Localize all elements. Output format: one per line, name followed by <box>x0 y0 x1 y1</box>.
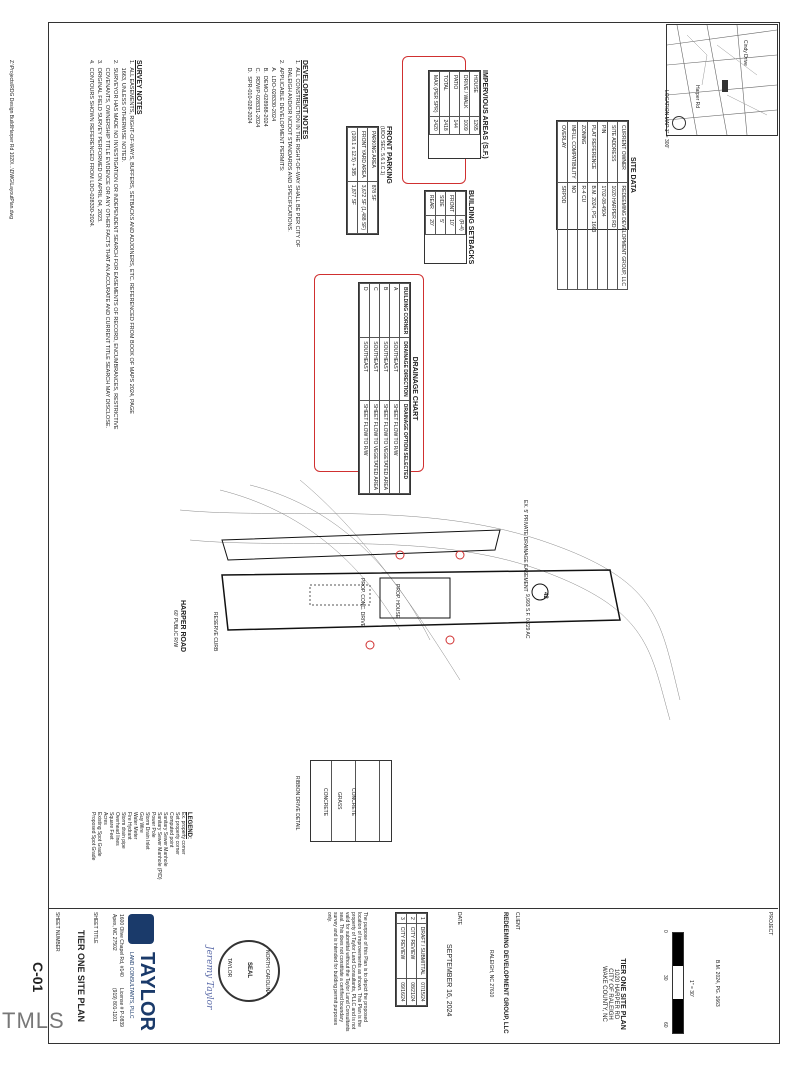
legend-item: Computed point <box>168 812 174 848</box>
date-label: DATE <box>456 912 462 925</box>
impervious-table <box>428 70 488 159</box>
drainage-grid <box>358 282 411 495</box>
revision-row <box>397 914 407 1006</box>
firm-address1: 1600 Olive Chapel Rd, #140 <box>118 914 124 977</box>
legend-item: Storm Drain Inlet <box>144 812 150 850</box>
scale-text: 1" = 30' <box>688 980 694 997</box>
legend-item: Water Meter <box>132 812 138 840</box>
revision-cell: 2 <box>407 914 417 924</box>
drainage-cell: SHEET FLOW TO R/W <box>360 400 370 493</box>
road-name: HARPER ROAD <box>179 600 186 653</box>
impervious-row <box>470 72 480 135</box>
legend <box>90 812 192 880</box>
lot-number: 42 <box>542 592 548 599</box>
scale-tick-0: 0 <box>662 930 668 933</box>
impervious-cell: 2420 <box>430 116 440 134</box>
development-note: A. LDO-028330-2024 <box>270 60 276 122</box>
seal-top: NORTH CAROLINA <box>264 950 270 995</box>
legend-item: Fire Hydrant <box>126 812 132 840</box>
site-data-cell: B.M. 2024, PG. 1663 <box>588 182 598 289</box>
site-data-row <box>568 122 578 290</box>
drainage-cell: SOUTHEAST <box>360 338 370 401</box>
site-data-title: SITE DATA <box>629 157 636 193</box>
survey-notes-list <box>87 60 135 429</box>
drainage-header: DRAINAGE DIRECTION <box>400 338 410 401</box>
setbacks-cell: REAR <box>426 192 436 216</box>
revision-cell: DRAFT / SUBMITTAL <box>417 923 427 978</box>
legend-item: Sanitary Sewer Manhole <box>162 812 168 867</box>
project-label: PROJECT <box>767 912 773 936</box>
drainage-cell: B <box>380 284 390 338</box>
client-address: RALEIGH, NC 27610 <box>488 950 494 998</box>
drainage-title: DRAINAGE CHART <box>411 356 418 421</box>
revision-cell: 07/15/24 <box>417 979 427 1005</box>
site-data-cell: INFILL COMPATIBILITY <box>568 122 578 183</box>
ribbon-concrete-2: CONCRETE <box>322 788 328 817</box>
site-data-cell: SRPOD <box>558 182 568 289</box>
front-parking-row <box>358 128 368 234</box>
title-block <box>767 912 773 1032</box>
drainage-cell: SHEET FLOW TO VEGETATED AREA <box>370 400 380 493</box>
site-data-row <box>598 122 608 290</box>
drainage-row <box>380 284 390 494</box>
seal-bottom: TAYLOR <box>226 958 232 978</box>
plan-date: SEPTEMBER 16, 2024 <box>445 944 452 1017</box>
legend-item: Power Pole <box>150 812 156 838</box>
survey-notes <box>87 60 142 429</box>
front-parking-cell: (108.1 x 12.5) + 385 <box>348 128 358 182</box>
site-data-row <box>578 122 588 290</box>
impervious-cell: 144 <box>450 116 460 134</box>
revision-row <box>417 914 427 1006</box>
firm-phone: (919) 801-1101 <box>111 988 117 1022</box>
map-street-label: Cindy Drive <box>742 40 748 66</box>
development-notes-title: DEVELOPMENT NOTES <box>301 60 308 140</box>
signature: Jeremy Taylor <box>204 946 214 1010</box>
file-path-note: Z:\Projects\RDG Design Build\Harper Rd 1020\...\DWG\LayoutPlan.dwg <box>8 60 14 219</box>
watermark: TMLS <box>2 1008 65 1033</box>
front-parking-row <box>368 128 378 234</box>
firm-address2: Apex, NC 27502 <box>111 914 117 951</box>
setbacks-row <box>426 192 436 235</box>
setbacks-row <box>446 192 456 235</box>
legend-item: Storm drain pipe <box>120 812 126 849</box>
proposed-house <box>380 578 450 618</box>
development-note: 2. APPLICABLE DEVELOPMENT PERMITS: <box>278 60 284 172</box>
firm-license: License # P-0839 <box>118 988 124 1027</box>
impervious-title: IMPERVIOUS AREAS (S.F.) <box>481 70 488 159</box>
front-parking-cell: 1,877 SF <box>348 181 358 233</box>
project-name: TIER ONE SITE PLAN <box>619 958 626 1030</box>
setbacks-table <box>424 190 474 264</box>
legend-list <box>90 812 186 880</box>
site-data-cell: R-4 CU <box>578 182 588 289</box>
drive-label: PROP. CONC. DRIVE <box>359 578 365 628</box>
setbacks-row <box>436 192 446 235</box>
drainage-cell: A <box>390 284 400 338</box>
survey-note: 4. CONTOURS SHOWN REFERENCED FROM LDO-028330-2024. <box>88 60 94 228</box>
development-note: 1. ALL CONSTRUCTION IN THE RIGHT-OF-WAY SHALL BE PER CITY OF <box>294 60 300 248</box>
setbacks-grid <box>424 190 467 264</box>
front-parking-table <box>346 126 392 235</box>
setbacks-row <box>456 192 466 235</box>
house-label: PROP. HOUSE <box>394 584 400 619</box>
revision-table <box>395 912 428 1007</box>
revision-cell: 09/16/24 <box>397 979 407 1005</box>
impervious-row <box>430 72 440 135</box>
drainage-header: BUILDING CORNER <box>400 284 410 338</box>
revision-cell: CITY REVIEW <box>397 923 407 978</box>
legend-item: Square Feet <box>108 812 114 840</box>
firm-logo: TAYLOR <box>136 952 158 1031</box>
drainage-row <box>370 284 380 494</box>
development-note: D. SPR-010-028-2024 <box>246 60 252 124</box>
map-street-label-2: Harper Rd <box>694 85 700 109</box>
survey-note: 3. ORIGINAL FIELD SURVEY PERFORMED ON APRIL 04, 2023. <box>96 60 102 223</box>
project-address: 1020 HARPER RD <box>613 968 619 1020</box>
impervious-row <box>460 72 470 135</box>
lot-area: 9,993 S.F. 0.229 AC <box>524 594 530 639</box>
sheet-number-label: SHEET NUMBER <box>54 912 60 952</box>
scale-bar <box>672 932 684 1034</box>
revision-row <box>407 914 417 1006</box>
front-parking-cell: 878 SF <box>368 181 378 233</box>
revision-cell: 1 <box>417 914 427 924</box>
seal-mid: SEAL <box>246 962 252 979</box>
drainage-cell: C <box>370 284 380 338</box>
setbacks-cell: FRONT <box>446 192 456 216</box>
site-data-cell: PIN <box>598 122 608 183</box>
drainage-cell: SOUTHEAST <box>390 338 400 401</box>
setbacks-cell <box>456 192 466 216</box>
site-data-cell: SITE ADDRESS <box>608 122 618 183</box>
ribbon-title: RIBBON DRIVE DETAIL <box>294 776 300 831</box>
front-parking-title: FRONT PARKING <box>385 126 392 184</box>
impervious-cell: 1265 <box>470 116 480 134</box>
site-data-cell: CURRENT OWNER <box>618 122 628 183</box>
drainage-chart <box>358 282 418 495</box>
revision-grid <box>395 912 428 1007</box>
development-note: RALEIGH AND/OR NCDOT STANDARDS AND SPECIFICATIONS. <box>286 60 292 232</box>
drainage-cell: SOUTHEAST <box>380 338 390 401</box>
setbacks-cell: 20' <box>426 216 436 234</box>
client-name: REDEEMING DEVELOPMENT GROUP, LLC <box>502 912 508 1034</box>
drainage-row <box>390 284 400 494</box>
site-data-row <box>558 122 568 290</box>
sheet-title: TIER ONE SITE PLAN <box>76 930 86 1023</box>
setbacks-cell: 10' <box>446 216 456 234</box>
location-map-label: LOCATION MAP 1" = 300' <box>663 90 669 149</box>
front-parking-cell: 3,672 SF (1,488 SF) <box>358 181 368 233</box>
legend-item: Sanitary Sewer Manhole (P/D) <box>156 812 162 880</box>
north-arrow-icon <box>672 116 686 130</box>
site-data-cell: OVERLAY <box>558 122 568 183</box>
impervious-cell: MAX (PER SPR) <box>430 72 440 117</box>
sheet-number: C-01 <box>30 962 46 993</box>
site-data-cell: PLAT REFERENCE <box>588 122 598 183</box>
setbacks-title: BUILDING SETBACKS <box>467 190 474 265</box>
scale-tick-30: 30 <box>662 975 668 981</box>
site-data-cell: ZONING <box>578 122 588 183</box>
scale-tick-60: 60 <box>662 1022 668 1028</box>
curb-label: RESERVE CURB <box>212 612 218 652</box>
firm-logo-icon <box>128 914 154 944</box>
legend-item: Guy Wire <box>138 812 144 833</box>
impervious-cell: DRIVE / WALK <box>460 72 470 117</box>
survey-note: 2. SURVEYOR HAS MADE NO INVESTIGATION OR INDEPENDENT SEARCH FOR EASEMENTS OF RECORD, ENCUMBRANCES, RESTRICTIVE <box>112 60 118 430</box>
front-parking-grid <box>346 126 379 235</box>
legend-item: Set property corner <box>174 812 180 855</box>
project-city: CITY OF RALEIGH <box>607 968 613 1020</box>
impervious-cell: TOTAL <box>440 72 450 117</box>
legend-item: Ex. property corner <box>180 812 186 855</box>
drainage-cell: SHEET FLOW TO R/W <box>390 400 400 493</box>
development-note: B. DEMO-028988-2024 <box>262 60 268 127</box>
impervious-cell: PATIO <box>450 72 460 117</box>
site-plan-drawing <box>160 480 700 740</box>
project-block <box>601 944 626 1044</box>
impervious-row <box>440 72 450 135</box>
setbacks-cell: SIDE <box>436 192 446 216</box>
site-data-row <box>608 122 618 290</box>
development-note: C. RDWP-028331-2024 <box>254 60 260 128</box>
drainage-cell: D <box>360 284 370 338</box>
survey-note: 1. ALL EASEMENTS, RIGHT-OF-WAYS, BUFFERS, SETBACKS AND ADJOINERS, ETC. REFERENCED FROM BOOK OF MAPS 2024, PAGE <box>128 60 134 414</box>
revision-cell: 3 <box>397 914 407 924</box>
project-county: WAKE COUNTY, NC <box>601 966 607 1022</box>
setbacks-cell: 5' <box>436 216 446 234</box>
client-label: CLIENT <box>514 912 520 930</box>
site-data-table <box>556 120 636 286</box>
bm-reference: B.M. 2024, PG. 1663 <box>714 960 720 1007</box>
legend-item: Overhead lines <box>114 812 120 846</box>
front-parking-subtitle: (UDO SEC. 5.6.1.C.1) <box>379 126 385 176</box>
impervious-grid <box>428 70 481 159</box>
disclaimer: The purpose of this Plan is to depict the proposed location of improvements as shown. This Plan is the property of Taylor Land Consultants, PLLC and is not valid for submittal without the Taylor Land Consultants seal. This does not constitute a certified boundary survey and is intended for building permit purposes only. <box>326 912 368 1032</box>
drainage-cell: SHEET FLOW TO VEGETATED AREA <box>380 400 390 493</box>
site-data-cell: REDEEMING DEVELOPMENT GROUP, LLC <box>618 182 628 289</box>
front-parking-row <box>348 128 358 234</box>
site-data-row <box>588 122 598 290</box>
site-data-grid <box>556 120 629 286</box>
setbacks-cell: (R-4) <box>456 216 466 234</box>
site-data-cell: 1020 HARPER RD <box>608 182 618 289</box>
easement-note: EX. 5' PRIVATE DRAINAGE EASEMENT <box>522 500 528 592</box>
survey-notes-title: SURVEY NOTES <box>135 60 142 115</box>
survey-note: 1663, UNLESS OTHERWISE NOTED. <box>120 60 126 162</box>
survey-note: COVENANTS, OWNERSHIP TITLE EVIDENCE OR ANY OTHER FACTS THAT AN ACCURATE AND CURRENT TITLE SEARCH MAY DISCLOSE. <box>104 60 110 429</box>
legend-title: LEGEND: <box>186 812 192 839</box>
road-subtitle: 60' PUBLIC R/W <box>172 610 178 648</box>
drainage-row <box>360 284 370 494</box>
sheet-title-label: SHEET TITLE <box>92 912 98 944</box>
firm-subtitle: LAND CONSULTANTS, PLLC <box>128 952 134 1019</box>
lot-boundary <box>222 570 620 630</box>
ribbon-grass: GRASS <box>336 792 342 810</box>
impervious-cell: 2418 <box>440 116 450 134</box>
ribbon-concrete-1: CONCRETE <box>350 788 356 817</box>
site-data-cell: 1702-08-4504 <box>598 182 608 289</box>
revision-cell: 08/21/24 <box>407 979 417 1005</box>
drainage-cell: SOUTHEAST <box>370 338 380 401</box>
impervious-row <box>450 72 460 135</box>
legend-item: Acres <box>102 812 108 825</box>
front-parking-cell: PARKING AREA <box>368 128 378 182</box>
development-notes-list <box>245 60 301 247</box>
front-parking-cell: FRONT YARD AREA <box>358 128 368 182</box>
development-notes <box>245 60 308 247</box>
legend-item: Existing Spot Grade <box>96 812 102 857</box>
site-data-cell: NO <box>568 182 578 289</box>
impervious-cell: 1009 <box>460 116 470 134</box>
site-data-row <box>618 122 628 290</box>
revision-cell: CITY REVIEW <box>407 923 417 978</box>
legend-item: Proposed Spot Grade <box>90 812 96 861</box>
drainage-header: DRAINAGE OPTION SELECTED <box>400 400 410 493</box>
impervious-cell: HOUSE <box>470 72 480 117</box>
